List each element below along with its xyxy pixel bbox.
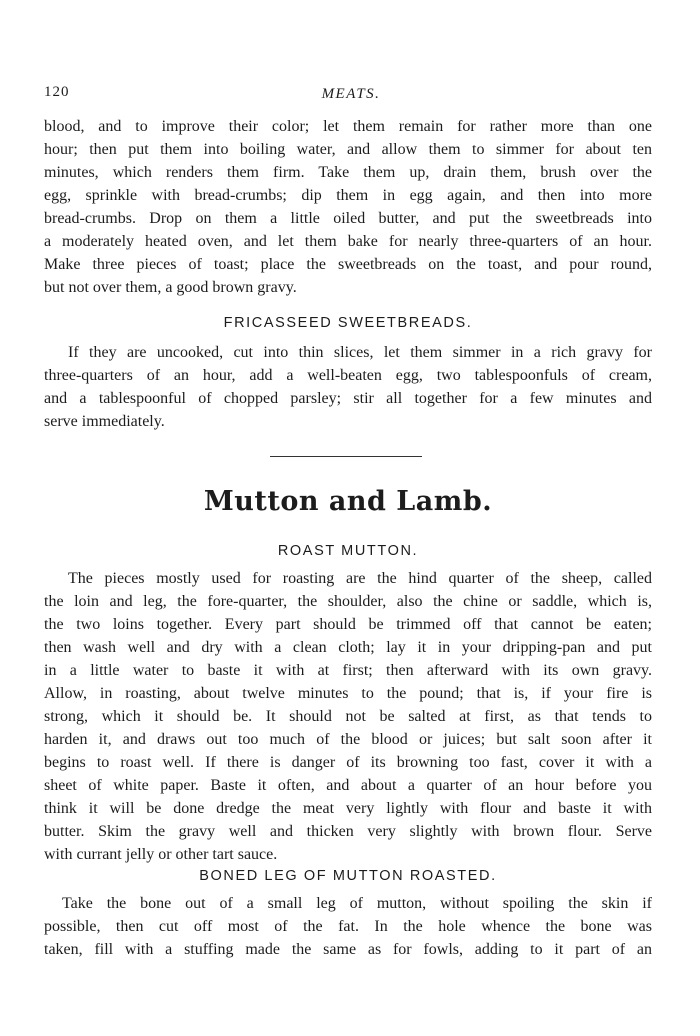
paragraph-line: in a little water to baste it with at first; then afterward with its own gravy. bbox=[44, 662, 652, 679]
paragraph-line: butter. Skim the gravy well and thicken very slightly with brown flour. Serve bbox=[44, 823, 652, 840]
recipe-heading-boned-leg-of-mutton: BONED LEG OF MUTTON ROASTED. bbox=[199, 868, 497, 884]
paragraph-line: begins to roast well. If there is danger of its browning too fast, cover it with a bbox=[44, 754, 652, 771]
page-header bbox=[44, 84, 658, 106]
paragraph-line: The pieces mostly used for roasting are the hind quarter of the sheep, called bbox=[68, 570, 652, 587]
paragraph-line: blood, and to improve their color; let them remain for rather more than one bbox=[44, 118, 652, 135]
paragraph-line: three-quarters of an hour, add a well-beaten egg, two tablespoonfuls of cream, bbox=[44, 367, 652, 384]
paragraph-line: hour; then put them into boiling water, and allow them to simmer for about ten bbox=[44, 141, 652, 158]
paragraph-line: Allow, in roasting, about twelve minutes to the pound; that is, if your fire is bbox=[44, 685, 652, 702]
paragraph-line: then wash well and dry with a clean cloth; lay it in your dripping-pan and put bbox=[44, 639, 652, 656]
paragraph-line: egg, sprinkle with bread-crumbs; dip them in egg again, and then into more bbox=[44, 187, 652, 204]
paragraph-line: the two loins together. Every part should be trimmed off that cannot be eaten; bbox=[44, 616, 652, 633]
paragraph-line: Take the bone out of a small leg of mutton, without spoiling the skin if bbox=[62, 895, 652, 912]
recipe-heading-roast-mutton: ROAST MUTTON. bbox=[277, 543, 419, 559]
paragraph-line: If they are uncooked, cut into thin slices, let them simmer in a rich gravy for bbox=[68, 344, 652, 361]
section-divider bbox=[270, 456, 422, 457]
page-number: 120 bbox=[44, 84, 70, 100]
section-title-mutton-and-lamb: Mutton and Lamb. bbox=[203, 486, 493, 517]
paragraph-line: taken, fill with a stuffing made the same as for fowls, adding to it part of an bbox=[44, 941, 652, 958]
paragraph-line: think it will be done dredge the meat very lightly with flour and baste it with bbox=[44, 800, 652, 817]
paragraph-line: the loin and leg, the fore-quarter, the shoulder, also the chine or saddle, which is, bbox=[44, 593, 652, 610]
paragraph-line: with currant jelly or other tart sauce. bbox=[44, 846, 278, 863]
recipe-heading-fricasseed-sweetbreads: FRICASSEED SWEETBREADS. bbox=[223, 315, 473, 331]
paragraph-line: and a tablespoonful of chopped parsley; stir all together for a few minutes and bbox=[44, 390, 652, 407]
paragraph-line: minutes, which renders them firm. Take them up, drain them, brush over the bbox=[44, 164, 652, 181]
paragraph-line: strong, which it should be. It should not be salted at first, as that tends to bbox=[44, 708, 652, 725]
paragraph-line: harden it, and draws out too much of the blood or juices; but salt soon after it bbox=[44, 731, 652, 748]
paragraph-line: Make three pieces of toast; place the sweetbreads on the toast, and pour round, bbox=[44, 256, 652, 273]
paragraph-line: but not over them, a good brown gravy. bbox=[44, 279, 297, 296]
paragraph-line: a moderately heated oven, and let them bake for nearly three-quarters of an hour. bbox=[44, 233, 652, 250]
paragraph-line: possible, then cut off most of the fat. In the hole whence the bone was bbox=[44, 918, 652, 935]
paragraph-line: serve immediately. bbox=[44, 413, 165, 430]
running-head: MEATS. bbox=[321, 86, 381, 102]
paragraph-line: sheet of white paper. Baste it often, and about a quarter of an hour before you bbox=[44, 777, 652, 794]
paragraph-line: bread-crumbs. Drop on them a little oiled butter, and put the sweetbreads into bbox=[44, 210, 652, 227]
